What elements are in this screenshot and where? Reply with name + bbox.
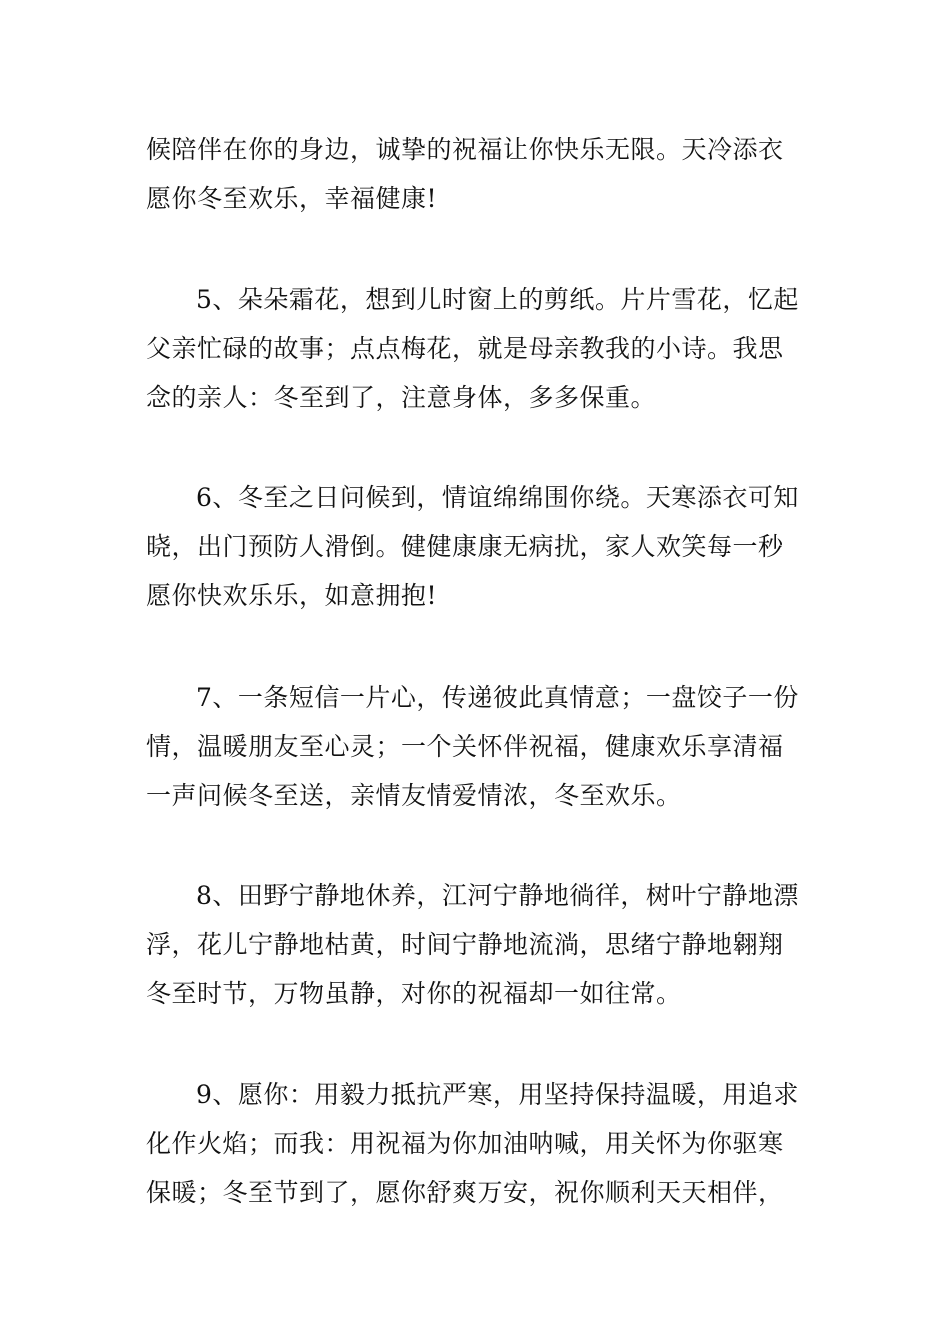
text-line: 愿你快欢乐乐，如意拥抱! — [146, 581, 438, 610]
text-line: 保暖；冬至节到了，愿你舒爽万安，祝你顺利天天相伴， — [146, 1178, 784, 1207]
text-line: 情，温暖朋友至心灵；一个关怀伴祝福，健康欢乐享清福 — [146, 732, 784, 761]
text-line: 一声问候冬至送，亲情友情爱情浓，冬至欢乐。 — [146, 781, 682, 810]
text-line: 浮，花儿宁静地枯黄，时间宁静地流淌，思绪宁静地翱翔 — [146, 930, 784, 959]
text-line: 9、愿你：用毅力抵抗严寒，用坚持保持温暖，用追求 — [196, 1080, 799, 1109]
paragraph-7 — [146, 673, 810, 820]
text-line: 6、冬至之日问候到，情谊绵绵围你绕。天寒添衣可知 — [196, 483, 799, 512]
text-line: 候陪伴在你的身边，诚挚的祝福让你快乐无限。天冷添衣 — [146, 135, 784, 164]
text-line: 父亲忙碌的故事；点点梅花，就是母亲教我的小诗。我思 — [146, 334, 784, 363]
paragraph-5 — [146, 275, 810, 422]
text-line: 愿你冬至欢乐，幸福健康! — [146, 184, 438, 213]
text-line: 化作火焰；而我：用祝福为你加油呐喊，用关怀为你驱寒 — [146, 1129, 784, 1158]
text-line: 念的亲人：冬至到了，注意身体，多多保重。 — [146, 383, 657, 412]
text-line: 冬至时节，万物虽静，对你的祝福却一如往常。 — [146, 979, 682, 1008]
paragraph-6 — [146, 473, 810, 620]
text-line: 5、朵朵霜花，想到儿时窗上的剪纸。片片雪花，忆起 — [196, 285, 799, 314]
text-line: 8、田野宁静地休养，江河宁静地徜徉，树叶宁静地漂 — [196, 881, 799, 910]
paragraph-9 — [146, 1070, 810, 1217]
text-line: 7、一条短信一片心，传递彼此真情意；一盘饺子一份 — [196, 683, 799, 712]
text-line: 晓，出门预防人滑倒。健健康康无病扰，家人欢笑每一秒 — [146, 532, 784, 561]
continuation-paragraph — [146, 125, 810, 223]
paragraph-8 — [146, 871, 810, 1018]
